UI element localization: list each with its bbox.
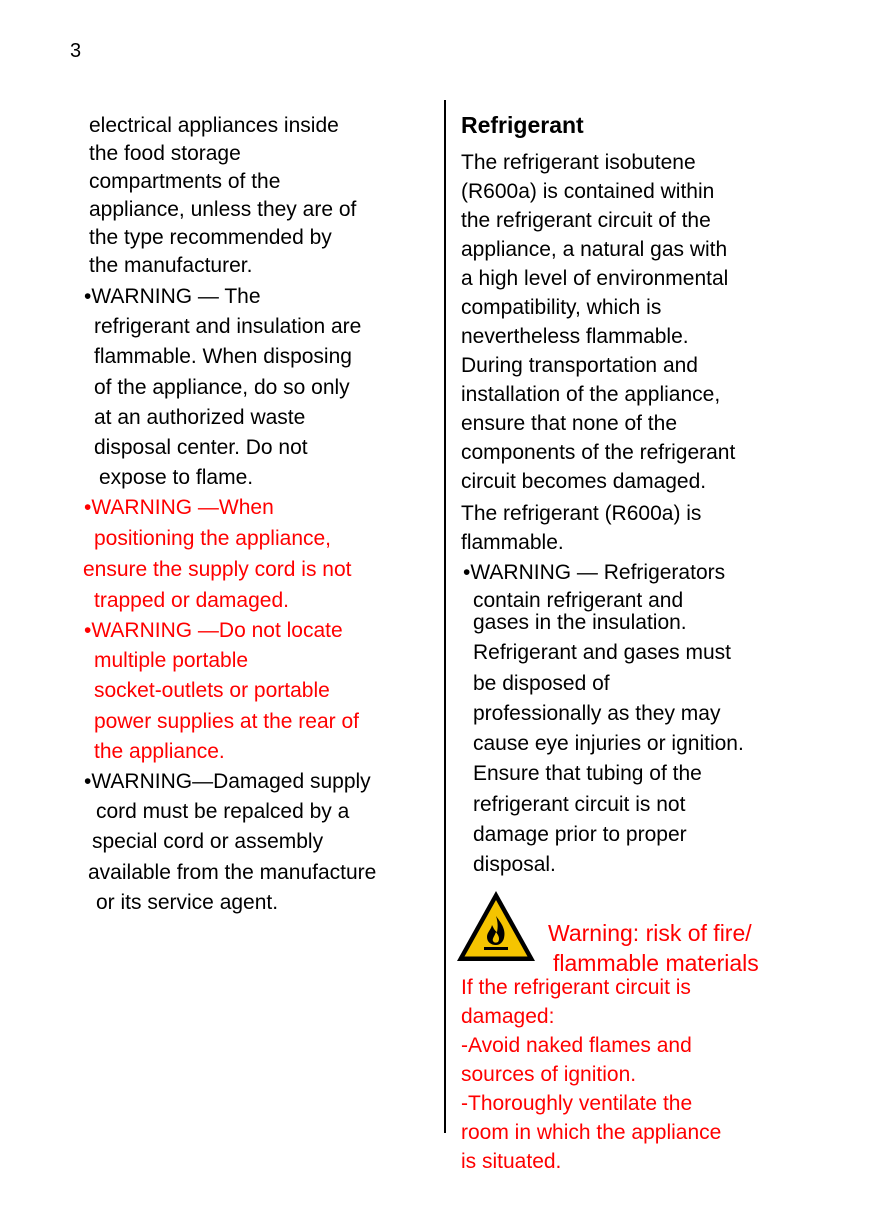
warning-label: •WARNING —When <box>84 496 274 520</box>
text-line: expose to flame. <box>99 466 254 490</box>
text-line: disposal. <box>473 853 556 877</box>
fire-warning-title-line2: flammable materials <box>553 950 759 976</box>
text-line: circuit becomes damaged. <box>461 470 707 493</box>
text-line: ensure that none of the <box>461 412 677 435</box>
text-line: The refrigerant isobutene <box>461 151 696 174</box>
text-line: Ensure that tubing of the <box>473 762 702 786</box>
text-line: damaged: <box>461 1005 555 1028</box>
text-line: cause eye injuries or ignition. <box>473 732 744 756</box>
warning-insulation <box>82 282 437 493</box>
text-line: components of the refrigerant <box>461 441 736 464</box>
warning-label: •WARNING—Damaged supply <box>84 770 371 794</box>
text-line: the type recommended by <box>89 226 332 249</box>
text-line: is situated. <box>461 1150 562 1173</box>
text-line: appliance, unless they are of <box>89 198 357 221</box>
text-line: the appliance. <box>94 739 225 763</box>
text-line: available from the manufacture <box>88 860 377 884</box>
flammable-note <box>461 499 861 557</box>
text-line: professionally as they may <box>473 701 721 725</box>
page-number: 3 <box>70 40 82 62</box>
warning-refrigerators <box>461 558 861 881</box>
text-line: flammable. When disposing <box>94 345 352 369</box>
text-line: gases in the insulation. <box>473 611 687 635</box>
text-line: Refrigerant and gases must <box>473 641 731 665</box>
text-line: sources of ignition. <box>461 1063 637 1086</box>
text-line: (R600a) is contained within <box>461 180 715 203</box>
intro-paragraph <box>82 112 437 280</box>
warning-label: •WARNING — Refrigerators <box>463 561 726 584</box>
left-column <box>82 112 437 918</box>
refrigerant-intro <box>461 148 861 496</box>
warning-damaged-cord <box>82 767 437 918</box>
fire-warning-header <box>454 888 854 976</box>
text-line: at an authorized waste <box>94 405 306 429</box>
text-line: The refrigerant (R600a) is <box>461 502 702 525</box>
warning-label: •WARNING —Do not locate <box>84 619 343 643</box>
fire-warning-title-line1: Warning: risk of fire/ <box>548 920 752 946</box>
text-line: contain refrigerant and <box>473 589 684 613</box>
text-line: damage prior to proper <box>473 823 687 847</box>
text-line: compartments of the <box>89 170 281 193</box>
text-line: the food storage <box>89 142 241 165</box>
text-line: a high level of environmental <box>461 267 729 290</box>
warning-cord <box>82 493 437 616</box>
text-line: power supplies at the rear of <box>94 709 359 733</box>
text-line: of the appliance, do so only <box>94 375 350 399</box>
text-line: the manufacturer. <box>89 254 253 277</box>
text-line: flammable. <box>461 531 564 554</box>
text-line: socket-outlets or portable <box>94 679 330 703</box>
text-line: disposal center. Do not <box>94 436 308 460</box>
text-line: compatibility, which is <box>461 296 662 319</box>
text-line: If the refrigerant circuit is <box>461 976 691 999</box>
text-line: -Thoroughly ventilate the <box>461 1092 693 1115</box>
text-line: multiple portable <box>94 649 249 673</box>
text-line: positioning the appliance, <box>94 526 332 550</box>
right-column <box>461 110 861 881</box>
text-line: nevertheless flammable. <box>461 325 689 348</box>
text-line: ensure the supply cord is not <box>83 557 352 581</box>
text-line: or its service agent. <box>96 890 279 914</box>
text-line: During transportation and <box>461 354 698 377</box>
column-divider <box>444 100 446 1133</box>
text-line: cord must be repalced by a <box>96 800 350 824</box>
warning-sockets <box>82 616 437 767</box>
text-line: trapped or damaged. <box>94 588 289 612</box>
text-line: electrical appliances inside <box>89 114 339 137</box>
text-line: refrigerant circuit is not <box>473 792 686 816</box>
section-heading: Refrigerant <box>461 112 584 138</box>
warning-label: •WARNING — The <box>84 285 261 308</box>
text-line: room in which the appliance <box>461 1121 722 1144</box>
text-line: refrigerant and insulation are <box>94 315 362 339</box>
flammable-warning-icon <box>454 888 538 964</box>
text-line: installation of the appliance, <box>461 383 721 406</box>
text-line: -Avoid naked flames and <box>461 1034 692 1057</box>
text-line: appliance, a natural gas with <box>461 238 728 261</box>
fire-warning-title <box>548 918 759 978</box>
text-line: the refrigerant circuit of the <box>461 209 711 232</box>
text-line: be disposed of <box>473 671 610 695</box>
fire-warning-body <box>461 973 861 1176</box>
text-line: special cord or assembly <box>92 830 324 854</box>
